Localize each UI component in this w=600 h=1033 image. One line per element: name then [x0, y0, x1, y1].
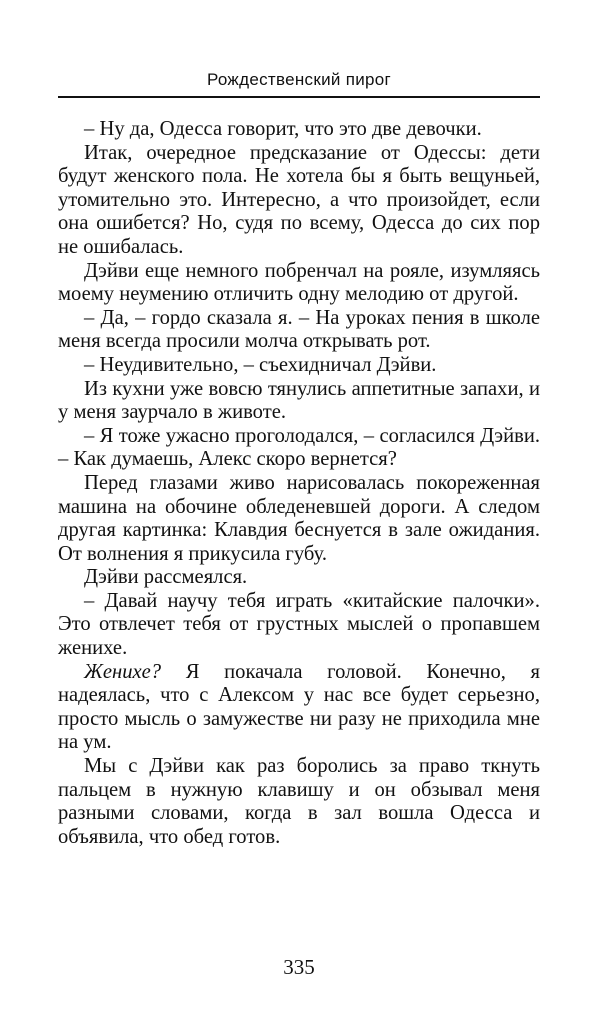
book-page [58, 68, 540, 1008]
header-rule [58, 96, 540, 98]
paragraph: Итак, очередное предсказание от Одессы: дети будут женского пола. Не хотела бы я быть вещуньей, утомительно это. Интересно, а что произойдет, если она ошибется? Но, судя по всему, Одесса до сих пор не ошибалась. [58, 141, 540, 258]
paragraph: – Да, – гордо сказала я. – На уроках пения в школе меня всегда просили молча открывать рот. [58, 306, 540, 353]
page-number: 335 [283, 955, 315, 979]
paragraph: Мы с Дэйви как раз боролись за право ткнуть пальцем в нужную клавишу и он обзывал меня разными словами, когда в зал вошла Одесса и объявила, что обед готов. [58, 755, 540, 848]
paragraph-rest: Я покачала головой. Конечно, я надеялась, что с Алексом у нас все будет серьезно, просто мысль о замужестве ни разу не приходила мне на ум. [58, 660, 540, 754]
paragraph: Дэйви еще немного побренчал на рояле, изумляясь моему неумению отличить одну мелодию от другой. [58, 259, 540, 306]
paragraph: – Ну да, Одесса говорит, что это две девочки. [84, 118, 482, 140]
paragraph: – Я тоже ужасно проголодался, – согласился Дэйви. – Как думаешь, Алекс скоро вернется? [58, 424, 540, 471]
paragraph: – Давай научу тебя играть «китайские палочки». Это отвлечет тебя от грустных мыслей о пропавшем женихе. [58, 589, 540, 660]
paragraph: Перед глазами живо нарисовалась покореженная машина на обочине обледеневшей дороги. А следом другая картинка: Клавдия беснуется в зале ожидания. От волнения я прикусила губу. [58, 471, 540, 565]
paragraph: – Неудивительно, – съехидничал Дэйви. [84, 353, 437, 376]
paragraph: Дэйви рассмеялся. [84, 566, 248, 589]
paragraph: Из кухни уже вовсю тянулись аппетитные запахи, и у меня заурчало в животе. [58, 377, 540, 424]
body-text [58, 118, 540, 849]
running-head-title: Рождественский пирог [206, 70, 392, 89]
paragraph [58, 661, 540, 755]
italic-lead: Женихе? [84, 660, 162, 683]
